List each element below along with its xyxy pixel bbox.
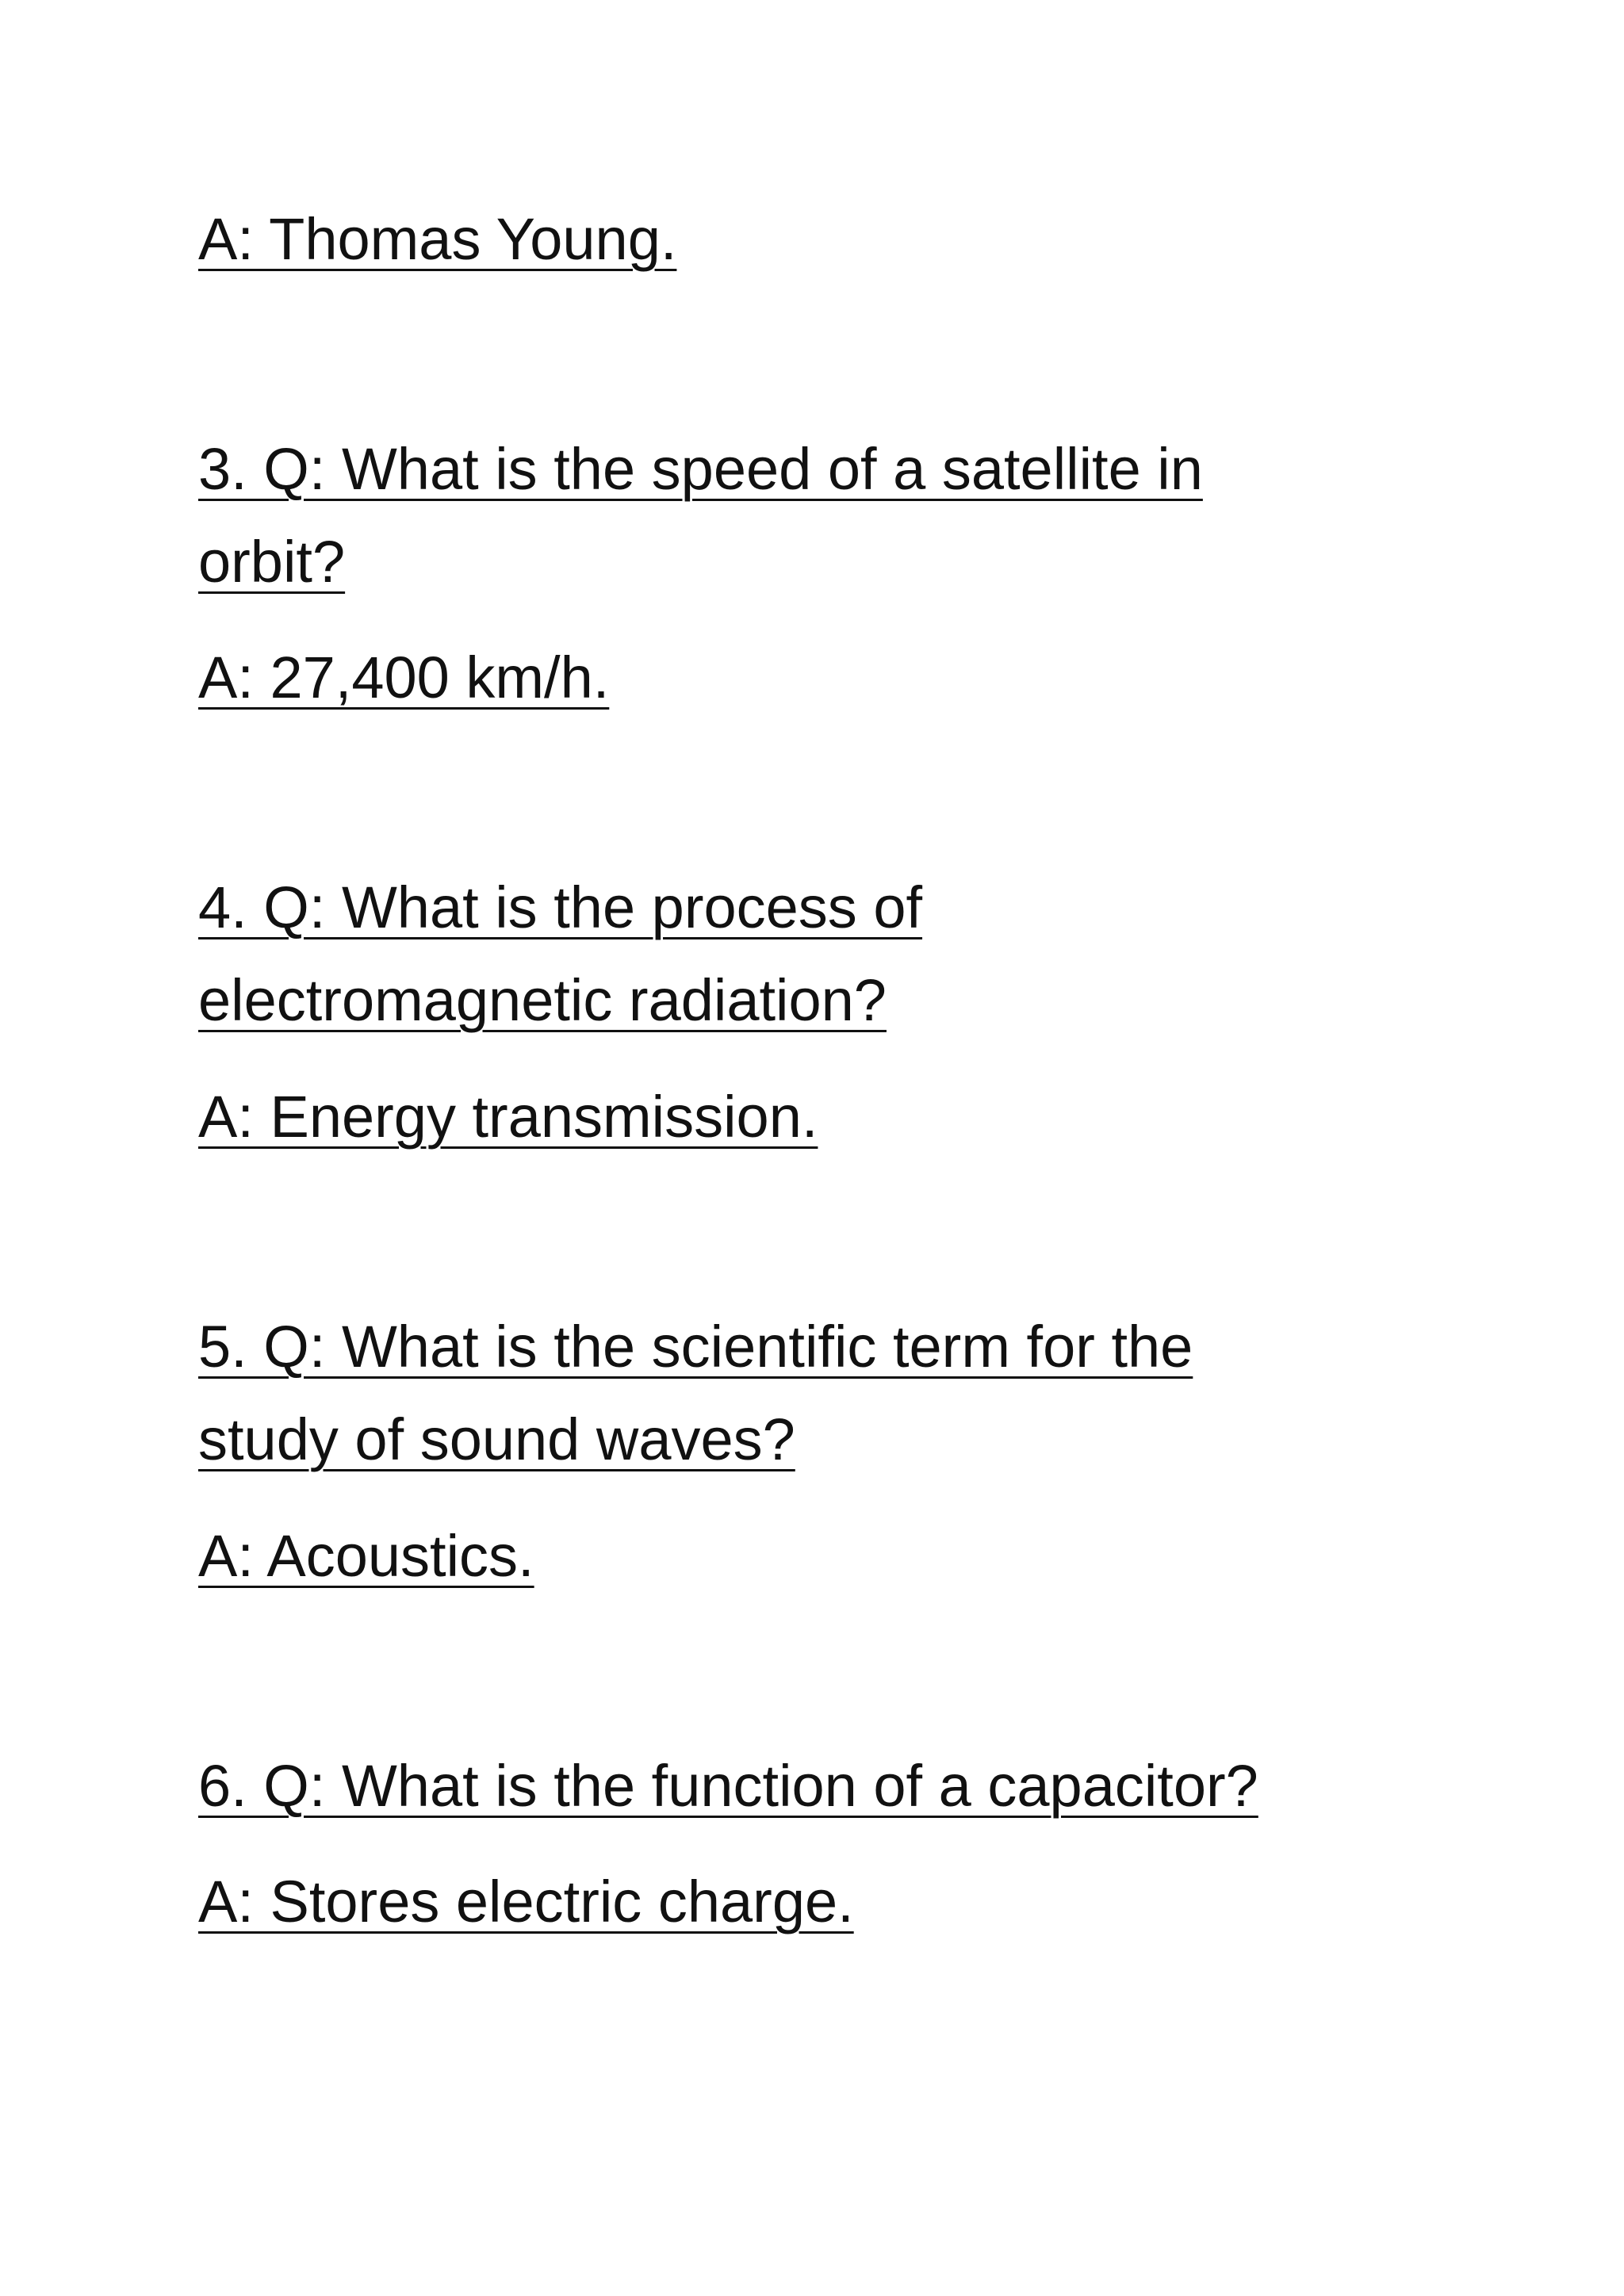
- answer-5: A: Acoustics.: [198, 1523, 534, 1589]
- question-6: 6. Q: What is the function of a capacitor?: [198, 1753, 1258, 1819]
- question-4-line-1: 4. Q: What is the process of: [198, 874, 923, 940]
- question-5-line-1: 5. Q: What is the scientific term for the: [198, 1314, 1193, 1380]
- question-4-line-2: electromagnetic radiation?: [198, 967, 887, 1033]
- answer-3: A: 27,400 km/h.: [198, 645, 610, 710]
- question-3-line-2: orbit?: [198, 529, 346, 595]
- question-5-line-2: study of sound waves?: [198, 1406, 795, 1472]
- answer-6: A: Stores electric charge.: [198, 1869, 854, 1934]
- answer-4: A: Energy transmission.: [198, 1084, 818, 1150]
- question-3-line-1: 3. Q: What is the speed of a satellite in: [198, 436, 1203, 502]
- answer-2: A: Thomas Young.: [198, 206, 677, 272]
